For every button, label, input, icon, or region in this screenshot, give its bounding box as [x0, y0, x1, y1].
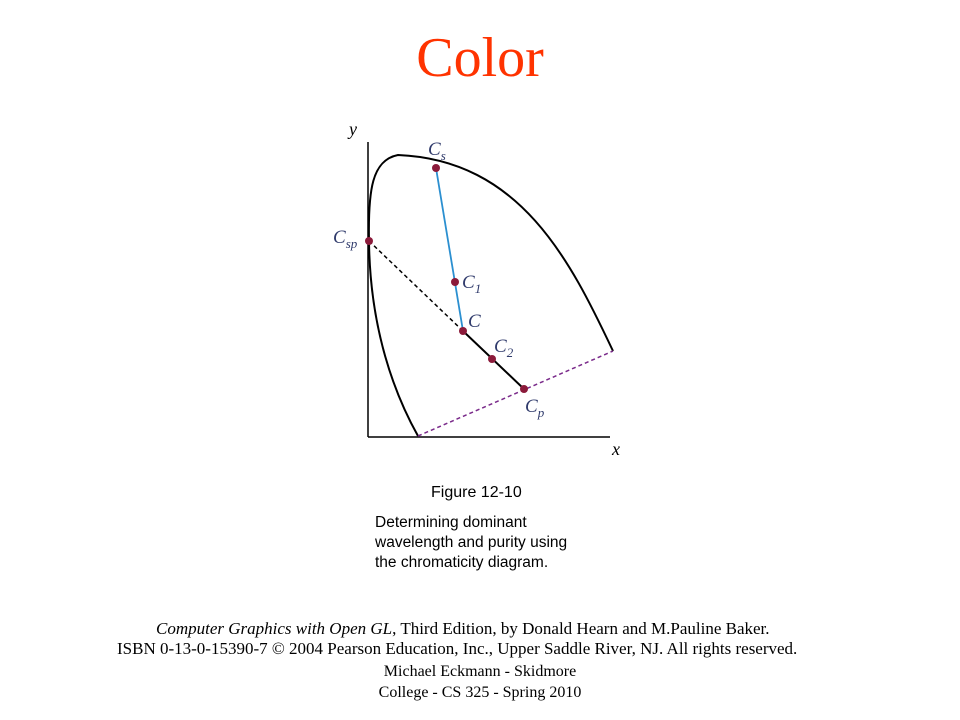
point-cp: [520, 385, 528, 393]
credit-line-1-rest: , Third Edition, by Donald Hearn and M.Pauline Baker.: [392, 619, 770, 638]
label-csp: $C_{sp}$: [333, 227, 358, 251]
label-cp: $C_p$: [525, 396, 545, 420]
point-c: [459, 327, 467, 335]
label-c1: $C_1$: [462, 272, 482, 296]
caption-line: the chromaticity diagram.: [375, 554, 549, 571]
footer-line-1: Michael Eckmann - Skidmore: [383, 663, 577, 680]
caption-line: wavelength and purity using: [375, 534, 568, 551]
slide-footer: [340, 661, 620, 703]
label-cs: $C_s$: [428, 139, 446, 163]
figure-number: Figure 12-10: [431, 484, 522, 501]
book-title: Computer Graphics with Open GL: [156, 619, 393, 638]
spectral-locus-curve: [369, 155, 613, 436]
y-axis-label: y: [349, 119, 357, 139]
caption-line: Determining dominant: [375, 514, 527, 531]
credit-line-1: [156, 619, 770, 639]
label-c: C: [468, 311, 481, 332]
complementary-line: [369, 241, 463, 331]
purple-line: [418, 351, 613, 436]
footer-line-2: College - CS 325 - Spring 2010: [378, 684, 582, 701]
slide-title: Color: [416, 27, 544, 89]
point-csp: [365, 237, 373, 245]
x-axis-label: x: [612, 439, 620, 459]
credit-line-2: ISBN 0-13-0-15390-7 © 2004 Pearson Education, Inc., Upper Saddle River, NJ. All rights reserved.: [117, 639, 798, 658]
figure-caption: [375, 513, 567, 573]
label-c2: $C_2$: [494, 336, 514, 360]
point-cs: [432, 164, 440, 172]
point-c1: [451, 278, 459, 286]
saturation-line: [436, 168, 463, 331]
